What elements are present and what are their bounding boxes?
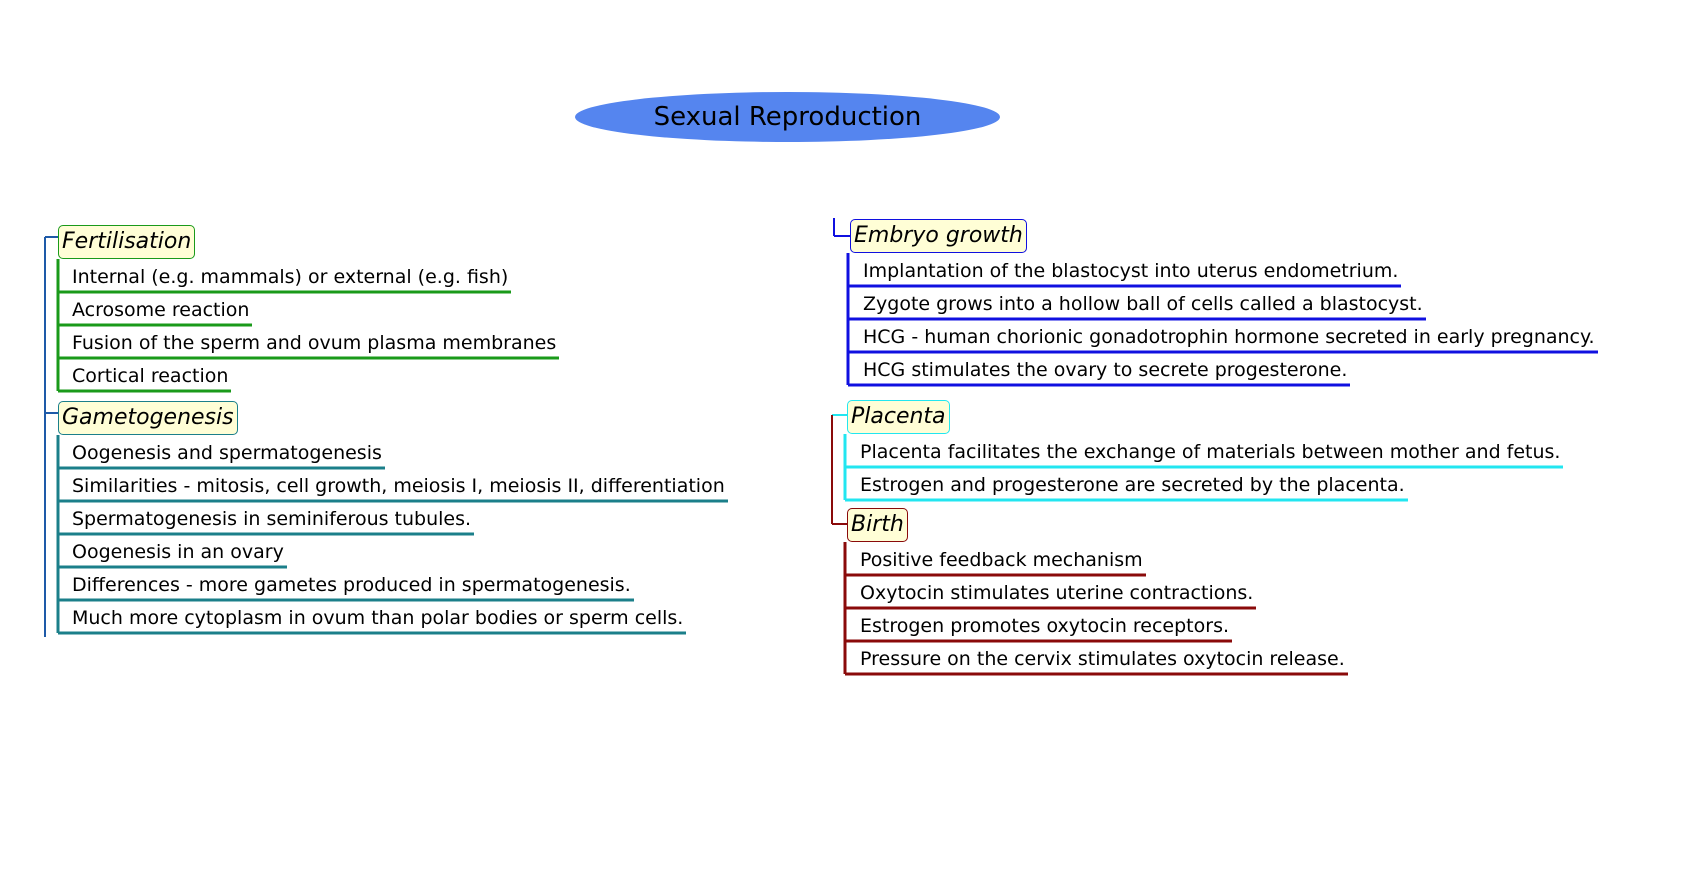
embryo-growth-item[interactable]: Implantation of the blastocyst into uterus endometrium. [863, 260, 1399, 282]
topic-gametogenesis[interactable]: Gametogenesis [58, 401, 238, 435]
birth-item[interactable]: Oxytocin stimulates uterine contractions. [860, 582, 1254, 604]
gametogenesis-item[interactable]: Much more cytoplasm in ovum than polar bodies or sperm cells. [72, 607, 684, 629]
fertilisation-item[interactable]: Internal (e.g. mammals) or external (e.g. fish) [72, 266, 509, 288]
topic-birth[interactable]: Birth [847, 508, 908, 542]
placenta-item[interactable]: Placenta facilitates the exchange of materials between mother and fetus. [860, 441, 1561, 463]
embryo-growth-item[interactable]: HCG stimulates the ovary to secrete progesterone. [863, 359, 1348, 381]
gametogenesis-item[interactable]: Spermatogenesis in seminiferous tubules. [72, 508, 472, 530]
central-topic[interactable]: Sexual Reproduction [575, 92, 1000, 142]
topic-embryo-growth[interactable]: Embryo growth [850, 219, 1027, 253]
topic-fertilisation[interactable]: Fertilisation [58, 225, 195, 259]
birth-item[interactable]: Positive feedback mechanism [860, 549, 1143, 571]
gametogenesis-item[interactable]: Differences - more gametes produced in spermatogenesis. [72, 574, 631, 596]
fertilisation-item[interactable]: Cortical reaction [72, 365, 229, 387]
birth-item[interactable]: Pressure on the cervix stimulates oxytocin release. [860, 648, 1345, 670]
placenta-item[interactable]: Estrogen and progesterone are secreted by the placenta. [860, 474, 1405, 496]
embryo-growth-item[interactable]: Zygote grows into a hollow ball of cells called a blastocyst. [863, 293, 1423, 315]
fertilisation-item[interactable]: Acrosome reaction [72, 299, 250, 321]
embryo-growth-item[interactable]: HCG - human chorionic gonadotrophin hormone secreted in early pregnancy. [863, 326, 1595, 348]
birth-item[interactable]: Estrogen promotes oxytocin receptors. [860, 615, 1230, 637]
gametogenesis-item[interactable]: Oogenesis and spermatogenesis [72, 442, 382, 464]
fertilisation-item[interactable]: Fusion of the sperm and ovum plasma membranes [72, 332, 557, 354]
gametogenesis-item[interactable]: Similarities - mitosis, cell growth, meiosis I, meiosis II, differentiation [72, 475, 725, 497]
topic-placenta[interactable]: Placenta [847, 400, 950, 434]
gametogenesis-item[interactable]: Oogenesis in an ovary [72, 541, 284, 563]
